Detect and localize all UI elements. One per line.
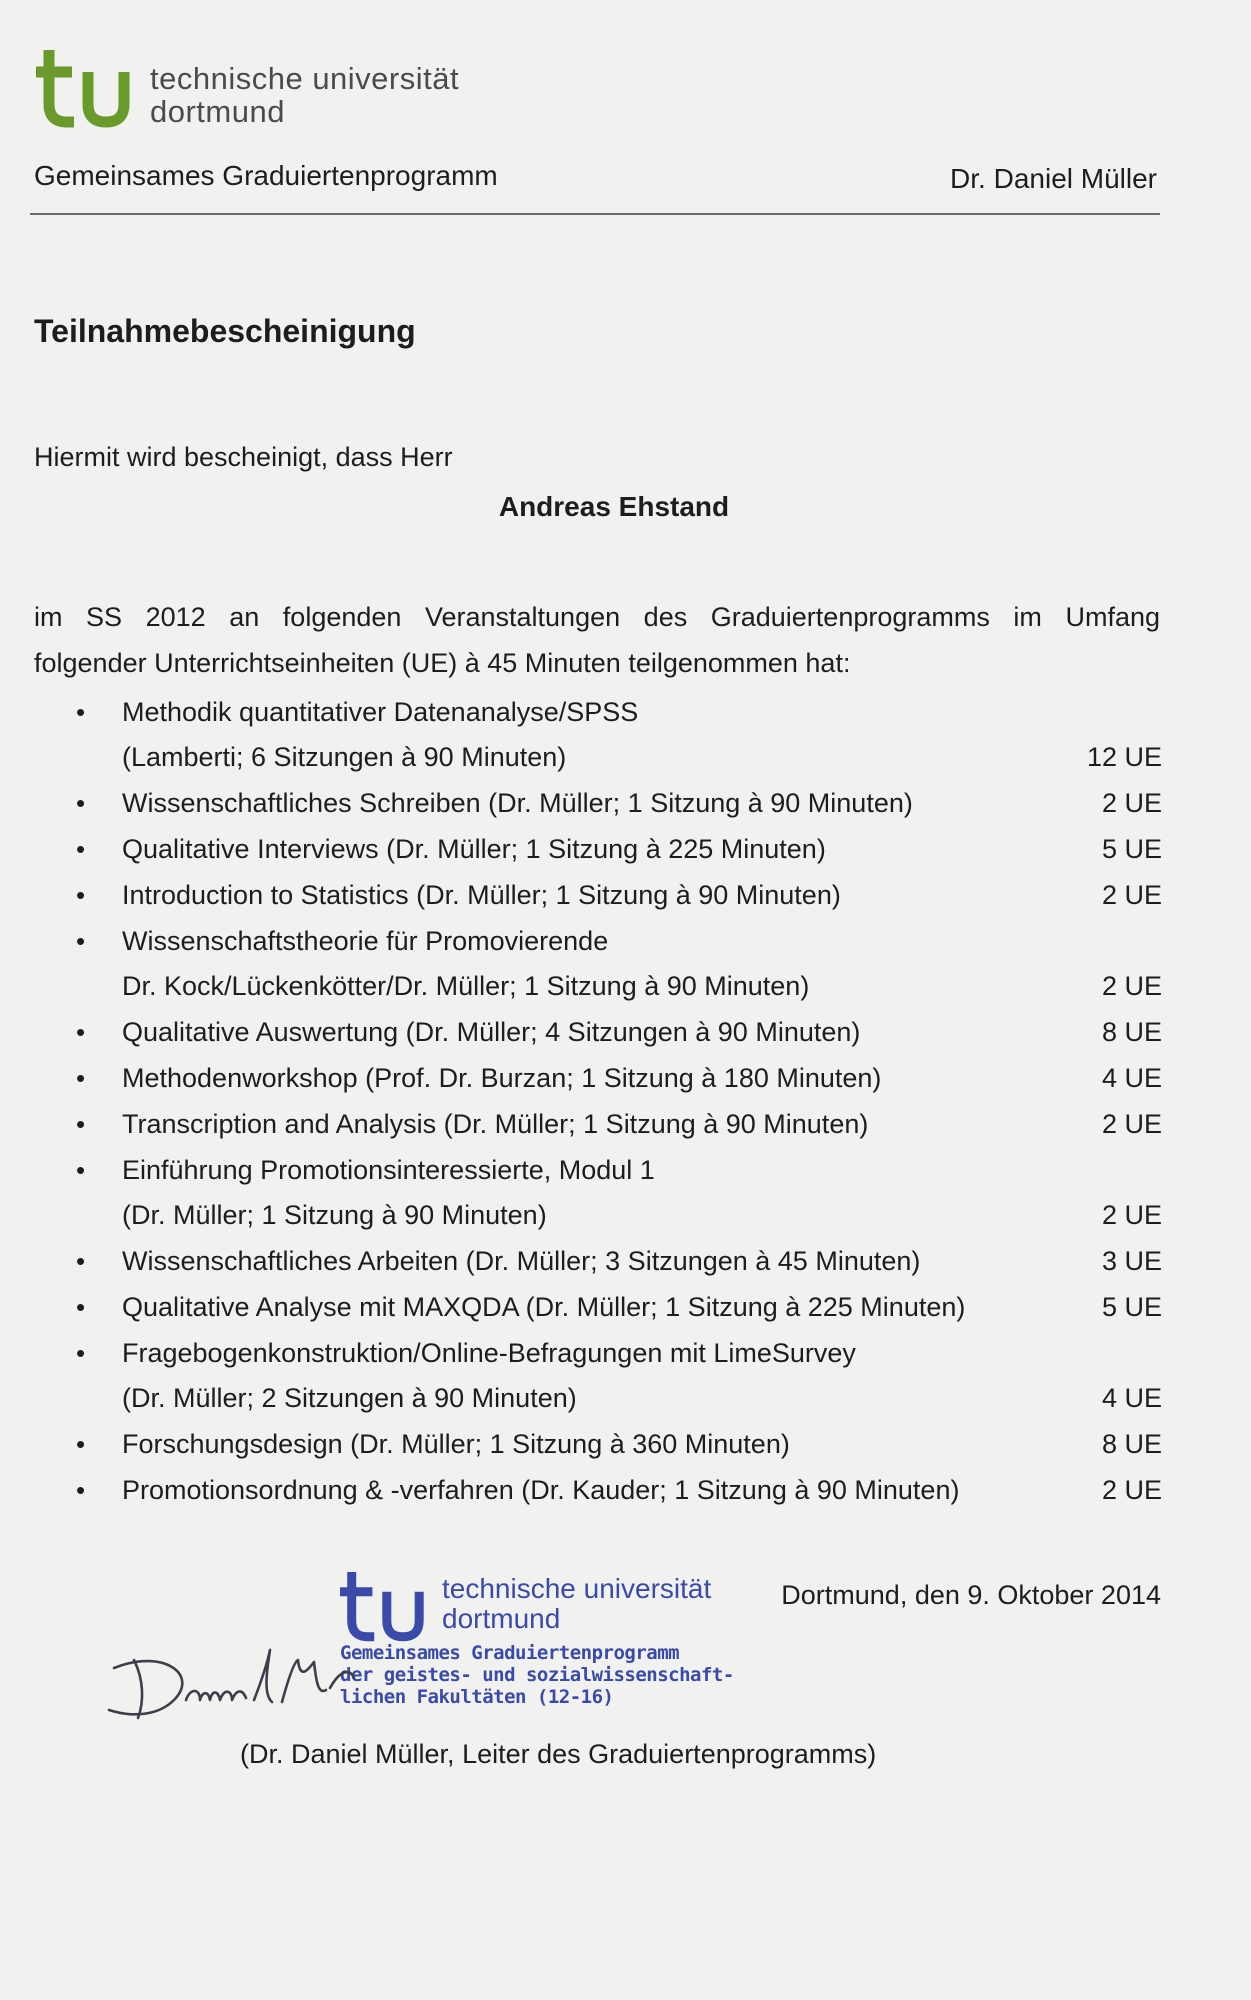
course-title: Qualitative Auswertung (Dr. Müller; 4 Sitzungen à 90 Minuten) xyxy=(122,1017,861,1047)
course-title: Introduction to Statistics (Dr. Müller; 1 Sitzung à 90 Minuten) xyxy=(122,880,841,910)
course-description xyxy=(122,1056,1052,1101)
bullet-icon: • xyxy=(76,834,86,864)
course-item xyxy=(70,873,1162,918)
course-item xyxy=(70,1010,1162,1055)
course-ue: 2 UE xyxy=(1101,1475,1162,1505)
course-description xyxy=(122,781,1052,826)
course-title: Wissenschaftliches Schreiben (Dr. Müller; 1 Sitzung à 90 Minuten) xyxy=(122,788,913,818)
course-details: (Lamberti; 6 Sitzungen à 90 Minuten) xyxy=(122,742,567,772)
logo-line-2: dortmund xyxy=(150,94,285,129)
bullet-icon: • xyxy=(76,1246,86,1276)
bullet-icon: • xyxy=(76,1292,86,1322)
course-title: Wissenschaftstheorie für Promovierende xyxy=(122,926,609,956)
stamp-tu-logo-icon xyxy=(340,1572,430,1644)
course-details: (Dr. Müller; 2 Sitzungen à 90 Minuten) xyxy=(122,1383,577,1413)
handwritten-signature-icon xyxy=(104,1640,404,1730)
bullet-icon: • xyxy=(76,1338,86,1368)
course-description xyxy=(122,919,1052,1009)
bullet-icon: • xyxy=(76,788,86,818)
stamp-line-3: lichen Fakultäten (12-16) xyxy=(340,1686,614,1708)
course-list xyxy=(70,690,1162,1514)
course-title: Einführung Promotionsinteressierte, Modul 1 xyxy=(122,1155,655,1185)
course-item xyxy=(70,1468,1162,1513)
course-description xyxy=(122,1468,1052,1513)
course-details: (Dr. Müller; 1 Sitzung à 90 Minuten) xyxy=(122,1200,547,1230)
place-and-date: Dortmund, den 9. Oktober 2014 xyxy=(781,1580,1161,1610)
course-title: Wissenschaftliches Arbeiten (Dr. Müller; 3 Sitzungen à 45 Minuten) xyxy=(122,1246,921,1276)
bullet-icon: • xyxy=(76,697,86,727)
logo-line-1: technische universität xyxy=(150,61,460,96)
program-name: Gemeinsames Graduiertenprogramm xyxy=(34,160,498,191)
stamp-logo-line-2: dortmund xyxy=(442,1603,561,1634)
stamp-wordmark xyxy=(442,1574,711,1634)
course-ue: 12 UE xyxy=(1086,742,1162,772)
course-ue: 8 UE xyxy=(1101,1017,1162,1047)
body-paragraph xyxy=(34,594,1160,686)
course-ue: 4 UE xyxy=(1101,1383,1162,1413)
course-item xyxy=(70,1331,1162,1421)
body-line-1: im SS 2012 an folgenden Veranstaltungen des Graduiertenprogramms im Umfang xyxy=(34,602,1160,632)
course-title: Qualitative Analyse mit MAXQDA (Dr. Müller; 1 Sitzung à 225 Minuten) xyxy=(122,1292,966,1322)
course-item xyxy=(70,1148,1162,1238)
course-ue: 2 UE xyxy=(1101,1200,1162,1230)
course-title: Promotionsordnung & -verfahren (Dr. Kauder; 1 Sitzung à 90 Minuten) xyxy=(122,1475,960,1505)
course-title: Methodenworkshop (Prof. Dr. Burzan; 1 Sitzung à 180 Minuten) xyxy=(122,1063,882,1093)
course-title: Forschungsdesign (Dr. Müller; 1 Sitzung à 360 Minuten) xyxy=(122,1429,790,1459)
course-title: Transcription and Analysis (Dr. Müller; 1 Sitzung à 90 Minuten) xyxy=(122,1109,869,1139)
logo-wordmark xyxy=(150,62,459,128)
course-item xyxy=(70,690,1162,780)
course-description xyxy=(122,1285,1052,1330)
tu-logo-mark-icon xyxy=(36,50,136,130)
stamp-line-1: Gemeinsames Graduiertenprogramm xyxy=(340,1642,680,1664)
course-ue: 2 UE xyxy=(1101,788,1162,818)
bullet-icon: • xyxy=(76,926,86,956)
bullet-icon: • xyxy=(76,1155,86,1185)
course-item xyxy=(70,827,1162,872)
course-ue: 2 UE xyxy=(1101,880,1162,910)
stamp-logo-line-1: technische universität xyxy=(442,1573,712,1604)
course-title: Fragebogenkonstruktion/Online-Befragungen mit LimeSurvey xyxy=(122,1338,856,1368)
course-description xyxy=(122,1102,1052,1147)
course-description xyxy=(122,1010,1052,1055)
intro-text: Hiermit wird bescheinigt, dass Herr xyxy=(34,442,453,472)
body-line-2: folgender Unterrichtseinheiten (UE) à 45 Minuten teilgenommen hat: xyxy=(34,648,851,678)
course-description xyxy=(122,1331,1052,1421)
bullet-icon: • xyxy=(76,1109,86,1139)
header-author: Dr. Daniel Müller xyxy=(950,163,1157,194)
course-description xyxy=(122,1148,1052,1238)
bullet-icon: • xyxy=(76,1063,86,1093)
course-ue: 5 UE xyxy=(1101,834,1162,864)
course-ue: 4 UE xyxy=(1101,1063,1162,1093)
bullet-icon: • xyxy=(76,1429,86,1459)
course-item xyxy=(70,1422,1162,1467)
document-title: Teilnahmebescheinigung xyxy=(34,313,416,349)
stamp-line-2: der geistes- und sozialwissenschaft- xyxy=(340,1664,734,1686)
course-title: Qualitative Interviews (Dr. Müller; 1 Sitzung à 225 Minuten) xyxy=(122,834,826,864)
course-description xyxy=(122,873,1052,918)
bullet-icon: • xyxy=(76,1017,86,1047)
course-ue: 8 UE xyxy=(1101,1429,1162,1459)
course-item xyxy=(70,781,1162,826)
tu-dortmund-logo xyxy=(36,50,536,135)
course-ue: 2 UE xyxy=(1101,971,1162,1001)
course-ue: 5 UE xyxy=(1101,1292,1162,1322)
header-divider xyxy=(30,213,1160,215)
course-item xyxy=(70,919,1162,1009)
bullet-icon: • xyxy=(76,1475,86,1505)
course-item xyxy=(70,1102,1162,1147)
course-description xyxy=(122,827,1052,872)
course-description xyxy=(122,1422,1052,1467)
participant-name: Andreas Ehstand xyxy=(498,491,730,522)
course-item xyxy=(70,1056,1162,1101)
course-ue: 2 UE xyxy=(1101,1109,1162,1139)
course-ue: 3 UE xyxy=(1101,1246,1162,1276)
signer-name: (Dr. Daniel Müller, Leiter des Graduiertenprogramms) xyxy=(240,1739,877,1769)
bullet-icon: • xyxy=(76,880,86,910)
course-item xyxy=(70,1285,1162,1330)
course-title: Methodik quantitativer Datenanalyse/SPSS xyxy=(122,697,639,727)
course-description xyxy=(122,1239,1052,1284)
course-item xyxy=(70,1239,1162,1284)
course-details: Dr. Kock/Lückenkötter/Dr. Müller; 1 Sitzung à 90 Minuten) xyxy=(122,971,810,1001)
course-description xyxy=(122,690,1052,780)
